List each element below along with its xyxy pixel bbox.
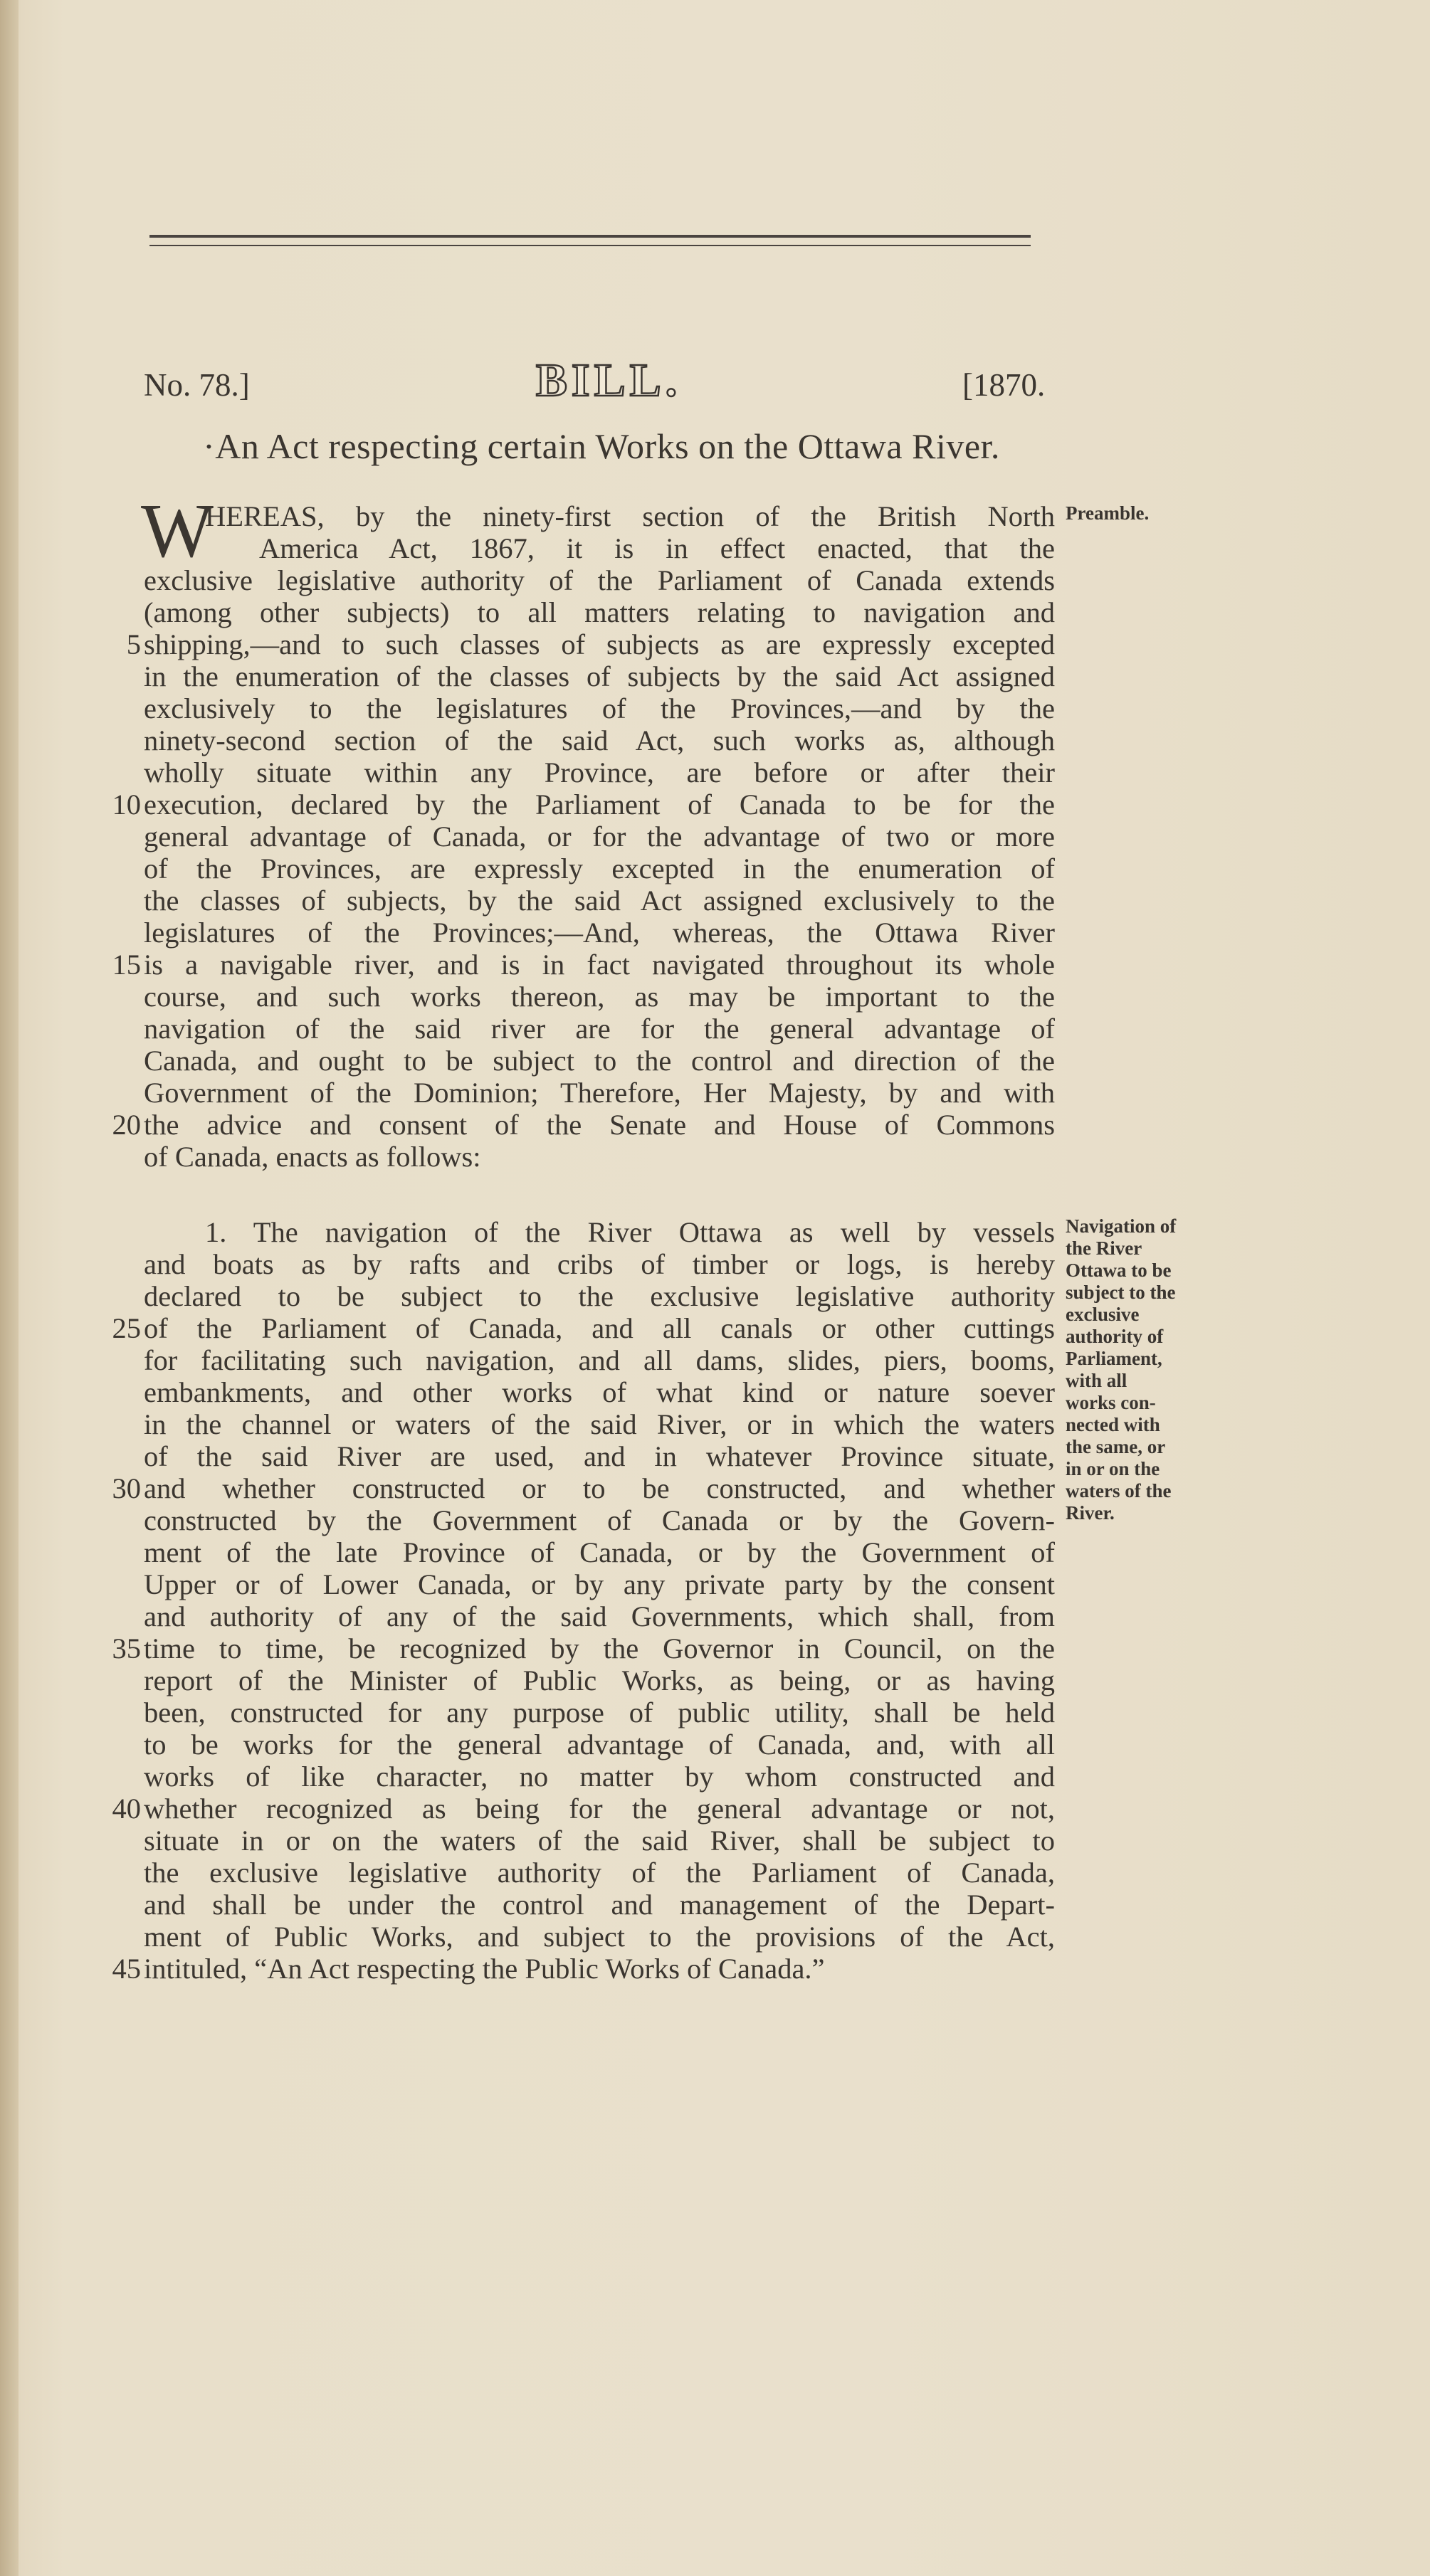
top-rule-thick xyxy=(149,235,1031,238)
section1-line: of the Parliament of Canada, and all canals or other cuttings xyxy=(144,1312,1055,1344)
section1-line: intituled, “An Act respecting the Public Works of Canada.” xyxy=(144,1953,825,1985)
section1-line: and authority of any of the said Governments, which shall, from xyxy=(144,1600,1055,1632)
preamble-line: shipping,—and to such classes of subjects as are expressly excepted xyxy=(144,628,1055,660)
section1-line: 1. The navigation of the River Ottawa as well by vessels xyxy=(205,1216,1055,1248)
margin-note-line: waters of the xyxy=(1066,1480,1172,1501)
section1-line: whether recognized as being for the general advantage or not, xyxy=(144,1793,1055,1825)
section1-line: declared to be subject to the exclusive legislative authority xyxy=(144,1280,1055,1312)
line-number: 30 xyxy=(112,1472,141,1504)
margin-note-line: River. xyxy=(1066,1502,1115,1524)
section1-line: the exclusive legislative authority of the Parliament of Canada, xyxy=(144,1857,1055,1889)
margin-note-line: the River xyxy=(1066,1237,1142,1259)
line-number: 20 xyxy=(112,1109,141,1141)
section1-line: ment of the late Province of Canada, or by the Government of xyxy=(144,1536,1055,1568)
preamble-line: the classes of subjects, by the said Act assigned exclusively to the xyxy=(144,885,1055,917)
section1-line: ment of Public Works, and subject to the provisions of the Act, xyxy=(144,1921,1055,1953)
section1-line: report of the Minister of Public Works, as being, or as having xyxy=(144,1664,1055,1696)
preamble-line: exclusively to the legislatures of the Provinces,—and by the xyxy=(144,692,1055,724)
preamble-line: HEREAS, by the ninety-first section of the British North xyxy=(205,500,1055,532)
margin-note-preamble xyxy=(1066,502,1215,524)
line-number: 25 xyxy=(112,1312,141,1344)
section1-line: embankments, and other works of what kind or nature soever xyxy=(144,1376,1055,1408)
line-number: 45 xyxy=(112,1953,141,1985)
bill-number: No. 78.] xyxy=(144,367,250,403)
section1-line: works of like character, no matter by whom constructed and xyxy=(144,1761,1055,1793)
line-number: 5 xyxy=(126,628,141,660)
preamble-line: in the enumeration of the classes of subjects by the said Act assigned xyxy=(144,660,1055,692)
margin-note-line: Parliament, xyxy=(1066,1348,1162,1369)
margin-note-line: subject to the xyxy=(1066,1282,1176,1303)
preamble-line: of Canada, enacts as follows: xyxy=(144,1141,481,1173)
margin-note-line: nected with xyxy=(1066,1414,1160,1435)
preamble-line: course, and such works thereon, as may be important to the xyxy=(144,981,1055,1013)
margin-note-line: works con- xyxy=(1066,1392,1156,1413)
margin-note-line: with all xyxy=(1066,1370,1127,1391)
preamble-line: general advantage of Canada, or for the advantage of two or more xyxy=(144,820,1055,852)
preamble-line: exclusive legislative authority of the Parliament of Canada extends xyxy=(144,564,1055,596)
section1-line: situate in or on the waters of the said River, shall be subject to xyxy=(144,1825,1055,1857)
line-number: 10 xyxy=(112,788,141,820)
section1-line: to be works for the general advantage of Canada, and, with all xyxy=(144,1728,1055,1761)
margin-note-line: in or on the xyxy=(1066,1458,1160,1479)
preamble-line: America Act, 1867, it is in effect enacted, that the xyxy=(259,532,1055,564)
preamble-line: legislatures of the Provinces;—And, whereas, the Ottawa River xyxy=(144,917,1055,949)
act-title: ·An Act respecting certain Works on the Ottawa River. xyxy=(203,426,1000,466)
line-number: 35 xyxy=(112,1632,141,1664)
preamble-dropcap: W xyxy=(141,489,214,574)
preamble-line: Government of the Dominion; Therefore, Her Majesty, by and with xyxy=(144,1077,1055,1109)
section1-line: and whether constructed or to be constructed, and whether xyxy=(144,1472,1055,1504)
top-rule-thin xyxy=(149,245,1031,246)
page-spine-shadow xyxy=(0,0,19,2576)
preamble-line: the advice and consent of the Senate and House of Commons xyxy=(144,1109,1055,1141)
section1-line: Upper or of Lower Canada, or by any private party by the consent xyxy=(144,1568,1055,1600)
section1-line: and shall be under the control and management of the Depart- xyxy=(144,1889,1055,1921)
margin-note-line: exclusive xyxy=(1066,1304,1140,1325)
section1-line: and boats as by rafts and cribs of timber or logs, is hereby xyxy=(144,1248,1055,1280)
section1-line: in the channel or waters of the said River, or in which the waters xyxy=(144,1408,1055,1440)
preamble-line: wholly situate within any Province, are before or after their xyxy=(144,756,1055,788)
line-number: 40 xyxy=(112,1793,141,1825)
section1-line: of the said River are used, and in whatever Province situate, xyxy=(144,1440,1055,1472)
bill-heading: BILL. xyxy=(535,354,682,406)
preamble-line: (among other subjects) to all matters relating to navigation and xyxy=(144,596,1055,628)
preamble-line: of the Provinces, are expressly excepted in the enumeration of xyxy=(144,852,1055,885)
margin-note-section1 xyxy=(1066,1215,1215,1524)
margin-note-line: authority of xyxy=(1066,1326,1164,1347)
section1-line: been, constructed for any purpose of public utility, shall be held xyxy=(144,1696,1055,1728)
section1-line: constructed by the Government of Canada or by the Govern- xyxy=(144,1504,1055,1536)
section1-line: time to time, be recognized by the Governor in Council, on the xyxy=(144,1632,1055,1664)
preamble-line: navigation of the said river are for the general advantage of xyxy=(144,1013,1055,1045)
preamble-line: ninety-second section of the said Act, such works as, although xyxy=(144,724,1055,756)
bill-year: [1870. xyxy=(962,367,1046,403)
preamble-line: is a navigable river, and is in fact navigated throughout its whole xyxy=(144,949,1055,981)
margin-note-line: Navigation of xyxy=(1066,1215,1177,1237)
margin-note-line: the same, or xyxy=(1066,1436,1166,1457)
margin-note-line: Preamble. xyxy=(1066,502,1150,524)
section1-line: for facilitating such navigation, and all dams, slides, piers, booms, xyxy=(144,1344,1055,1376)
preamble-line: execution, declared by the Parliament of Canada to be for the xyxy=(144,788,1055,820)
preamble-line: Canada, and ought to be subject to the control and direction of the xyxy=(144,1045,1055,1077)
margin-note-line: Ottawa to be xyxy=(1066,1260,1172,1281)
line-number: 15 xyxy=(112,949,141,981)
